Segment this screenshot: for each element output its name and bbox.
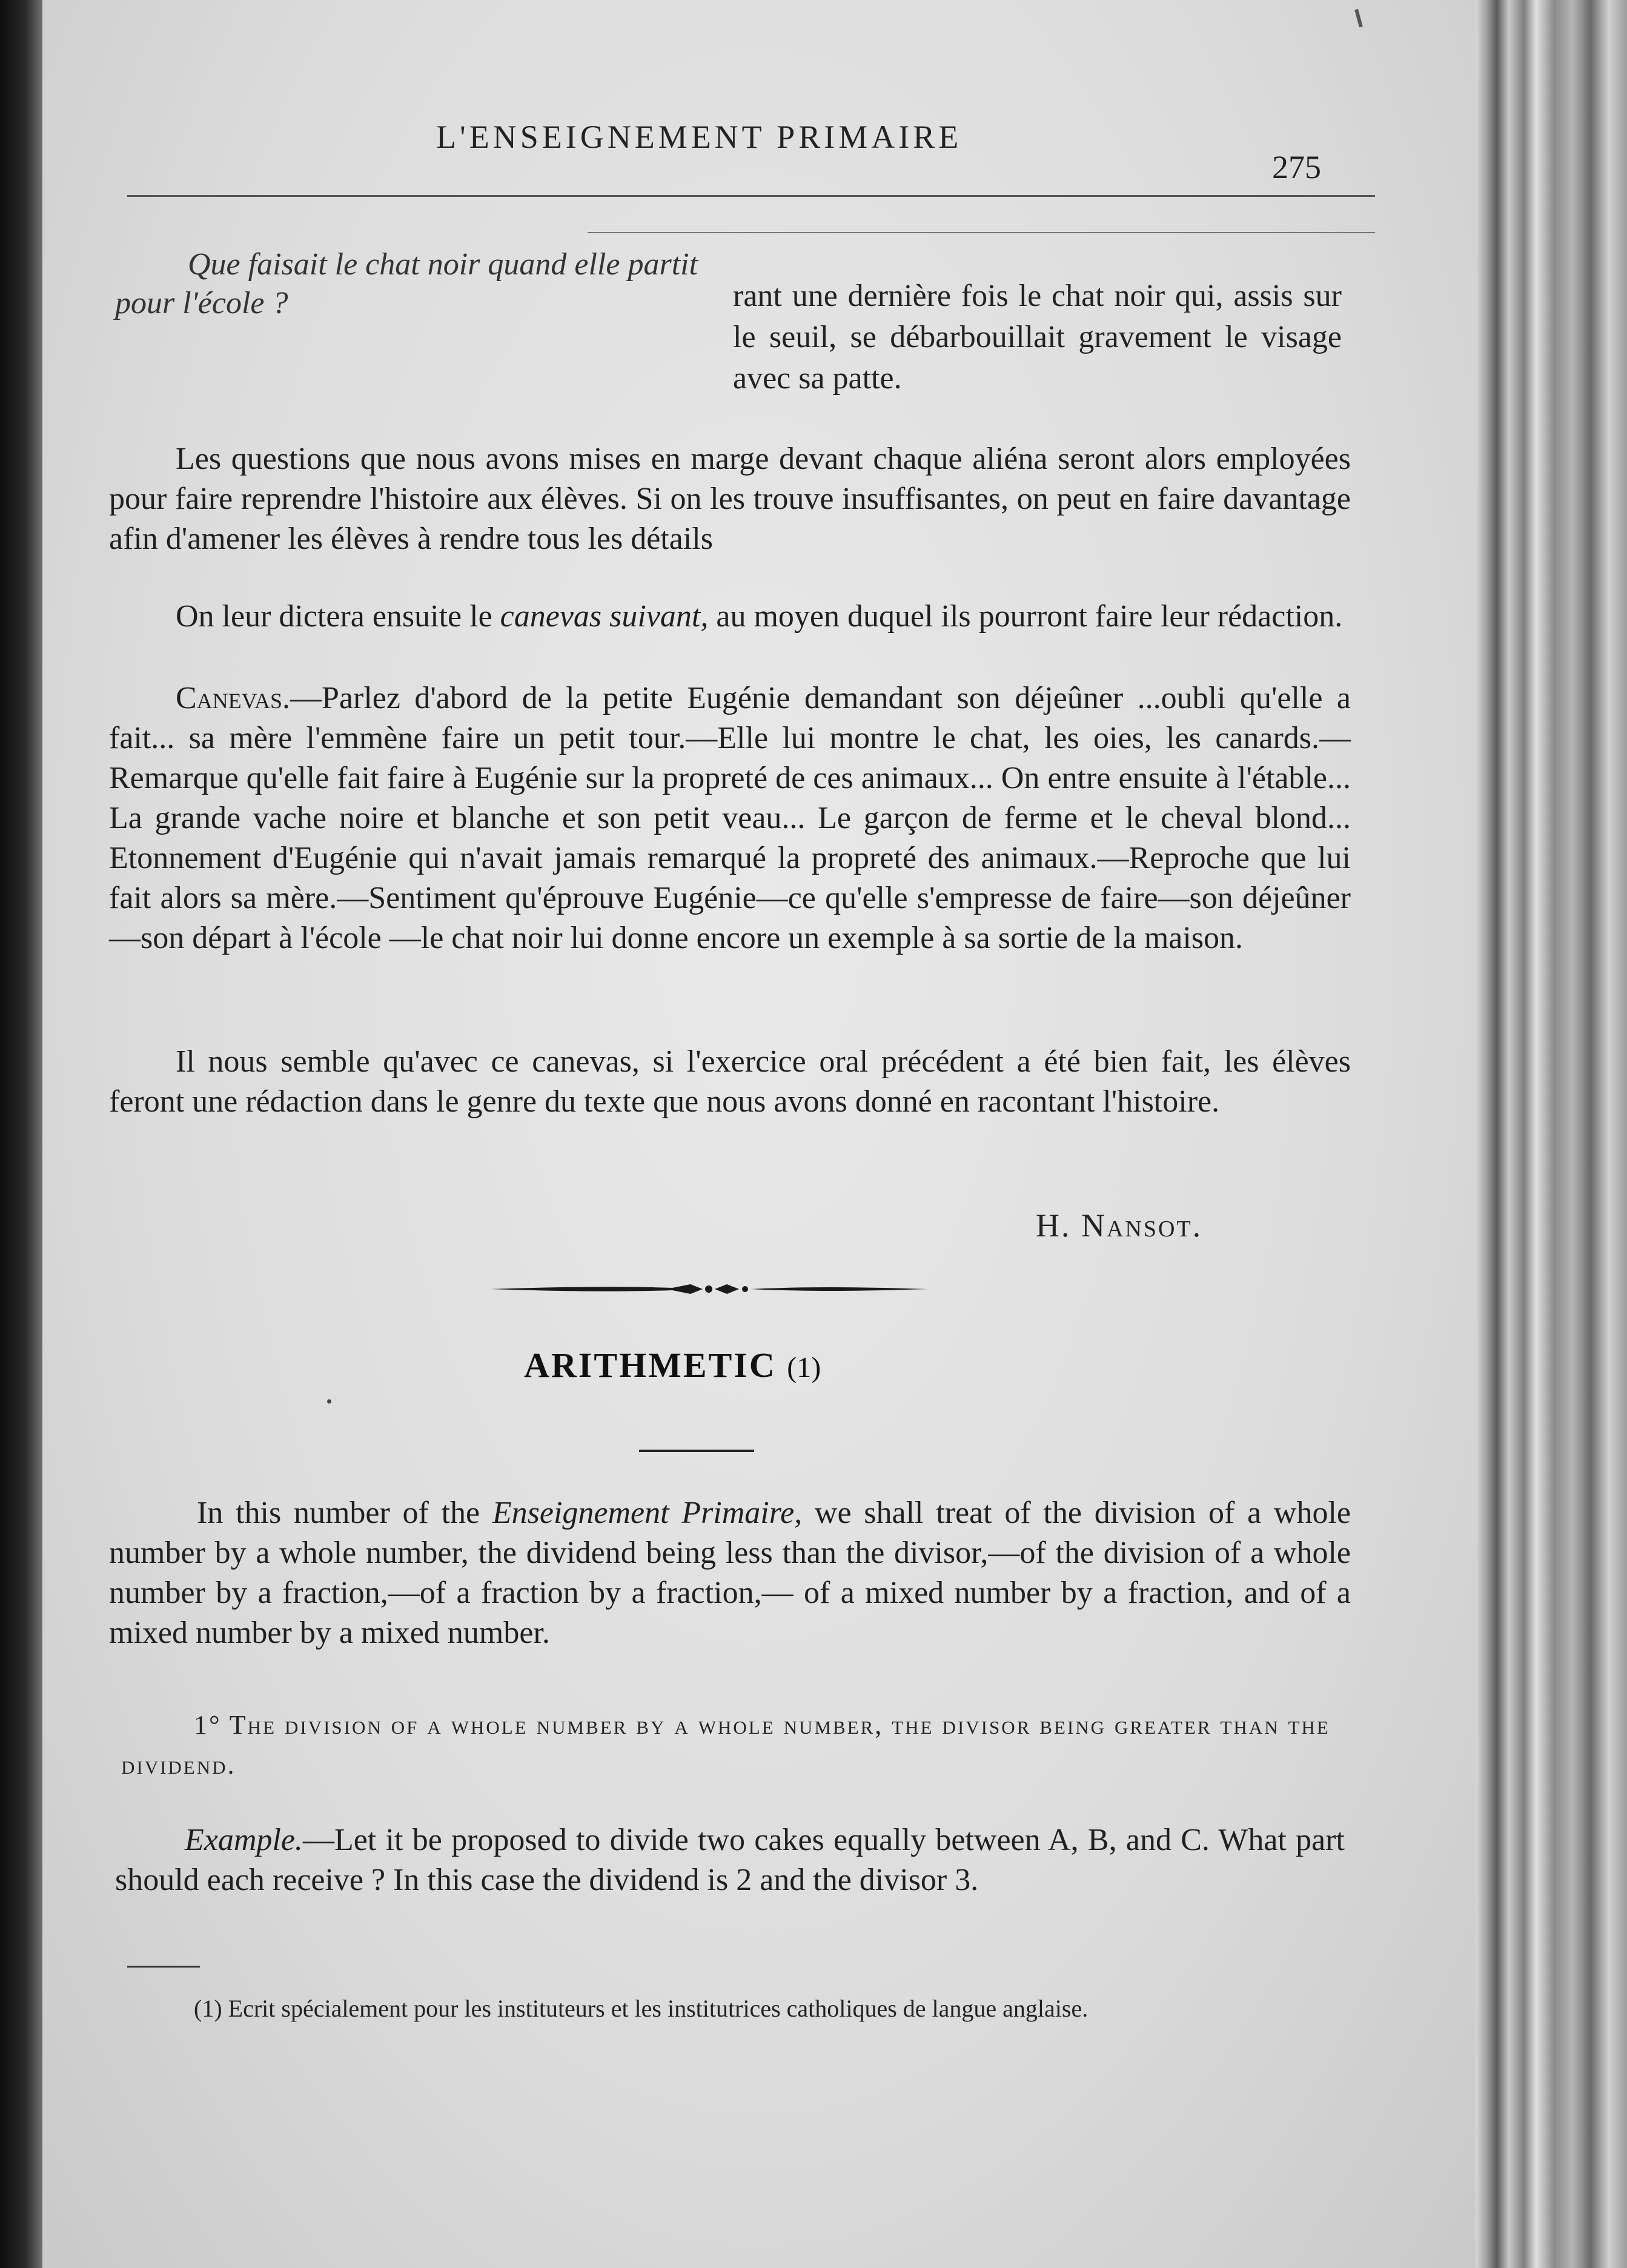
book-spine-edge: [1476, 0, 1627, 2268]
example-label: Example.: [185, 1823, 303, 1857]
paragraph-conclusion: Il nous semble qu'avec ce canevas, si l'exercice oral précédent a été bien fait, les élèves feront une rédaction dans le genre du texte que nous avons donné en racontant l'histoire.: [109, 1044, 1351, 1119]
header-rule: [127, 195, 1375, 197]
dictation-italic: canevas suivant,: [500, 599, 709, 634]
footnote: (1) Ecrit spécialement pour les instituteurs et les institutrices catholiques de langue anglaise.: [194, 1995, 1089, 2022]
margin-question: Que faisait le chat noir quand elle partit pour l'école ?: [115, 247, 698, 320]
ornamental-divider: [491, 1277, 927, 1301]
paragraph-canevas: [109, 678, 1351, 958]
example-text: —Let it be proposed to divide two cakes equally between A, B, and C. What part should each receive ? In this case the dividend is 2 and the divisor 3.: [115, 1823, 1345, 1897]
canevas-label: Canevas.: [176, 681, 291, 715]
dictation-text-end: au moyen duquel ils pourront faire leur rédaction.: [708, 599, 1343, 634]
running-title: L'ENSEIGNEMENT PRIMAIRE: [436, 119, 963, 155]
paragraph-dictation: [109, 597, 1351, 637]
intro-text-end: we shall treat of the division of a whole number by a whole number, the dividend being less than the divisor,—of the division of a whole number by a fraction,—of a fraction by a fraction,— of a mixed number by a fraction, and of a mixed number by a mixed number.: [109, 1496, 1351, 1650]
author-signature: H. Nansot.: [1036, 1207, 1203, 1244]
page-number: 275: [1272, 149, 1321, 185]
intro-text-start: In this number of the: [197, 1496, 492, 1530]
ink-mark: [1354, 9, 1363, 28]
header-rule-secondary: [588, 232, 1375, 233]
binding-edge-left: [0, 0, 42, 2268]
section-title-text: ARITHMETIC: [524, 1345, 777, 1385]
speck: [327, 1399, 331, 1404]
footnote-rule: [127, 1966, 200, 1968]
dictation-text-start: On leur dictera ensuite le: [176, 599, 500, 634]
section-title: [524, 1345, 821, 1385]
canevas-text: —Parlez d'abord de la petite Eugénie demandant son déjeûner ...oubli qu'elle a fait... sa mère l'emmène faire un petit tour.—Elle lui montre le chat, les oies, les canards.—Remarque qu'elle fait faire à Eugénie sur la propreté de ces animaux... On entre ensuite à l'étable... La grande vache noire et blanche et son petit veau... Le garçon de ferme et le cheval blond... Etonnement d'Eugénie qui n'avait jamais remarqué la propreté des animaux.—Reproche que lui fait alors sa mère.—Sentiment qu'éprouve Eugénie—ce qu'elle s'empresse de faire—son déjeûner—son départ à l'école —le chat noir lui donne encore un exemple à sa sortie de la maison.: [109, 681, 1351, 955]
rule-heading: 1° The division of a whole number by a whole number, the divisor being greater than the dividend.: [121, 1710, 1330, 1780]
story-ending-text: rant une dernière fois le chat noir qui, assis sur le seuil, se débarbouillait gravement le visage avec sa patte.: [733, 279, 1342, 396]
paragraph-questions: Les questions que nous avons mises en marge devant chaque aliéna seront alors employées pour faire reprendre l'histoire aux élèves. Si on les trouve insuffisantes, on peut en faire davantage afin d'amener les élèves à rendre tous les détails: [109, 442, 1351, 556]
intro-journal-name: Enseignement Primaire,: [492, 1496, 803, 1530]
arithmetic-intro: [109, 1493, 1351, 1653]
title-underline-rule: [639, 1450, 754, 1452]
footnote-reference: (1): [787, 1351, 821, 1384]
book-page: [42, 0, 1476, 2268]
example-paragraph: [115, 1820, 1345, 1900]
